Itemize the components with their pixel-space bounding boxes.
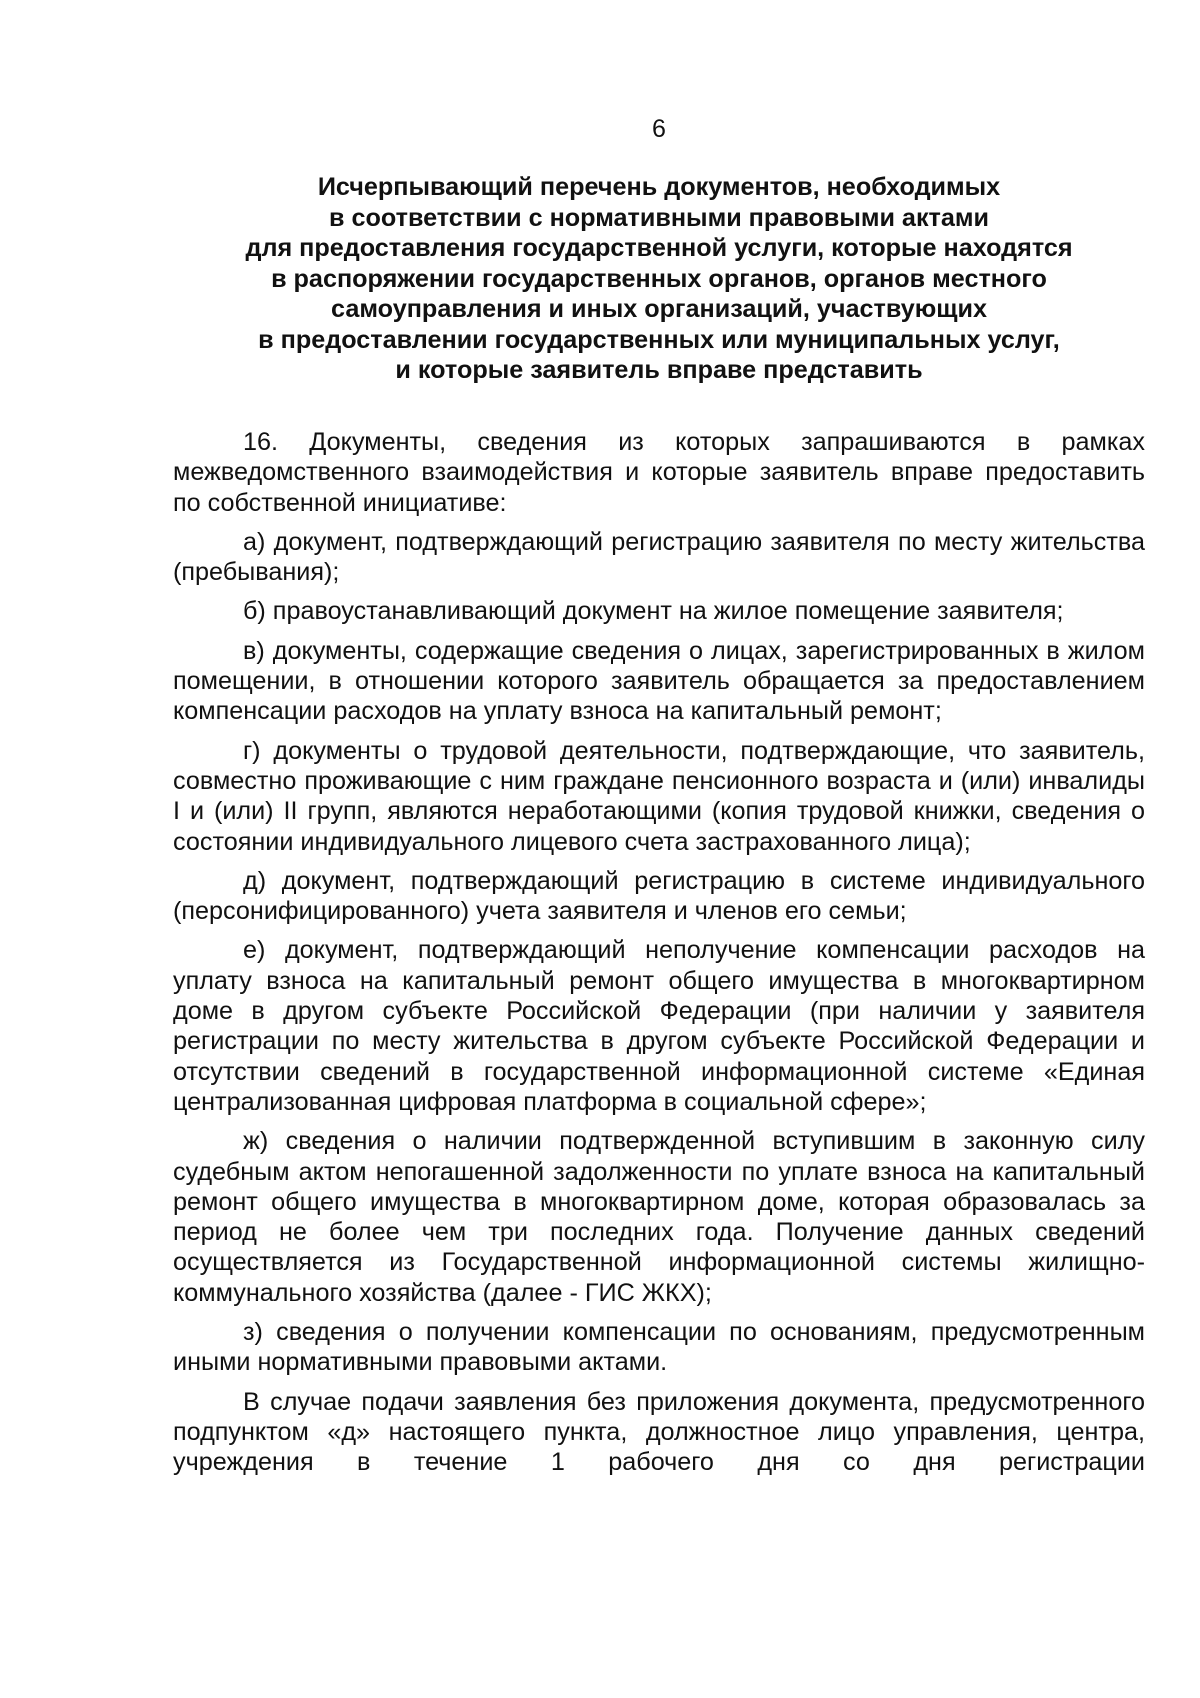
heading-line: и которые заявитель вправе представить <box>395 356 923 384</box>
paragraph-item-zh: ж) сведения о наличии подтвержденной вступившим в законную силу судебным актом непогашенной задолженности по уплате взноса на капитальный ремонт общего имущества в многоквартирном доме, которая образовалась за период не более чем три последних года. Получение данных сведений осуществляется из Государственной информационной системы жилищно-коммунального хозяйства (далее - ГИС ЖКХ); <box>173 1127 1145 1307</box>
heading-line: для предоставления государственной услуги, которые находятся <box>245 234 1073 262</box>
document-body <box>173 427 1145 1487</box>
heading-line: Исчерпывающий перечень документов, необходимых <box>317 173 1001 201</box>
section-heading <box>200 172 1118 386</box>
paragraph-item-a: а) документ, подтверждающий регистрацию заявителя по месту жительства (пребывания); <box>173 527 1145 587</box>
paragraph-final: В случае подачи заявления без приложения документа, предусмотренного подпунктом «д» настоящего пункта, должностное лицо управления, центра, учреждения в течение 1 рабочего дня со дня регистрации <box>173 1387 1145 1477</box>
page-number: 6 <box>652 115 666 143</box>
paragraph-item-g: г) документы о трудовой деятельности, подтверждающие, что заявитель, совместно проживающие с ним граждане пенсионного возраста и (или) инвалиды I и (или) II групп, являются неработающими (копия трудовой книжки, сведения о состоянии индивидуального лицевого счета застрахованного лица); <box>173 736 1145 856</box>
heading-line: в соответствии с нормативными правовыми актами <box>328 203 990 232</box>
heading-line: самоуправления и иных организаций, участвующих <box>331 295 987 323</box>
heading-line: в распоряжении государственных органов, органов местного <box>271 264 1047 293</box>
paragraph-item-d: д) документ, подтверждающий регистрацию в системе индивидуального (персонифицированного) учета заявителя и членов его семьи; <box>173 866 1145 926</box>
paragraph-item-b: б) правоустанавливающий документ на жилое помещение заявителя; <box>243 597 1064 626</box>
paragraph-16: 16. Документы, сведения из которых запрашиваются в рамках межведомственного взаимодействия и которые заявитель вправе предоставить по собственной инициативе: <box>173 428 1145 517</box>
heading-line: в предоставлении государственных или муниципальных услуг, <box>258 325 1060 354</box>
paragraph-item-e: е) документ, подтверждающий неполучение компенсации расходов на уплату взноса на капитальный ремонт общего имущества в многоквартирном доме в другом субъекте Российской Федерации (при наличии у заявителя регистрации по месту жительства в другом субъекте Российской Федерации и отсутствии сведений в государственной информационной системе «Единая централизованная цифровая платформа в социальной сфере»; <box>173 936 1145 1116</box>
paragraph-item-v: в) документы, содержащие сведения о лицах, зарегистрированных в жилом помещении, в отношении которого заявитель обращается за предоставлением компенсации расходов на уплату взноса на капитальный ремонт; <box>173 636 1145 726</box>
paragraph-item-z: з) сведения о получении компенсации по основаниям, предусмотренным иными нормативными правовыми актами. <box>173 1318 1145 1377</box>
